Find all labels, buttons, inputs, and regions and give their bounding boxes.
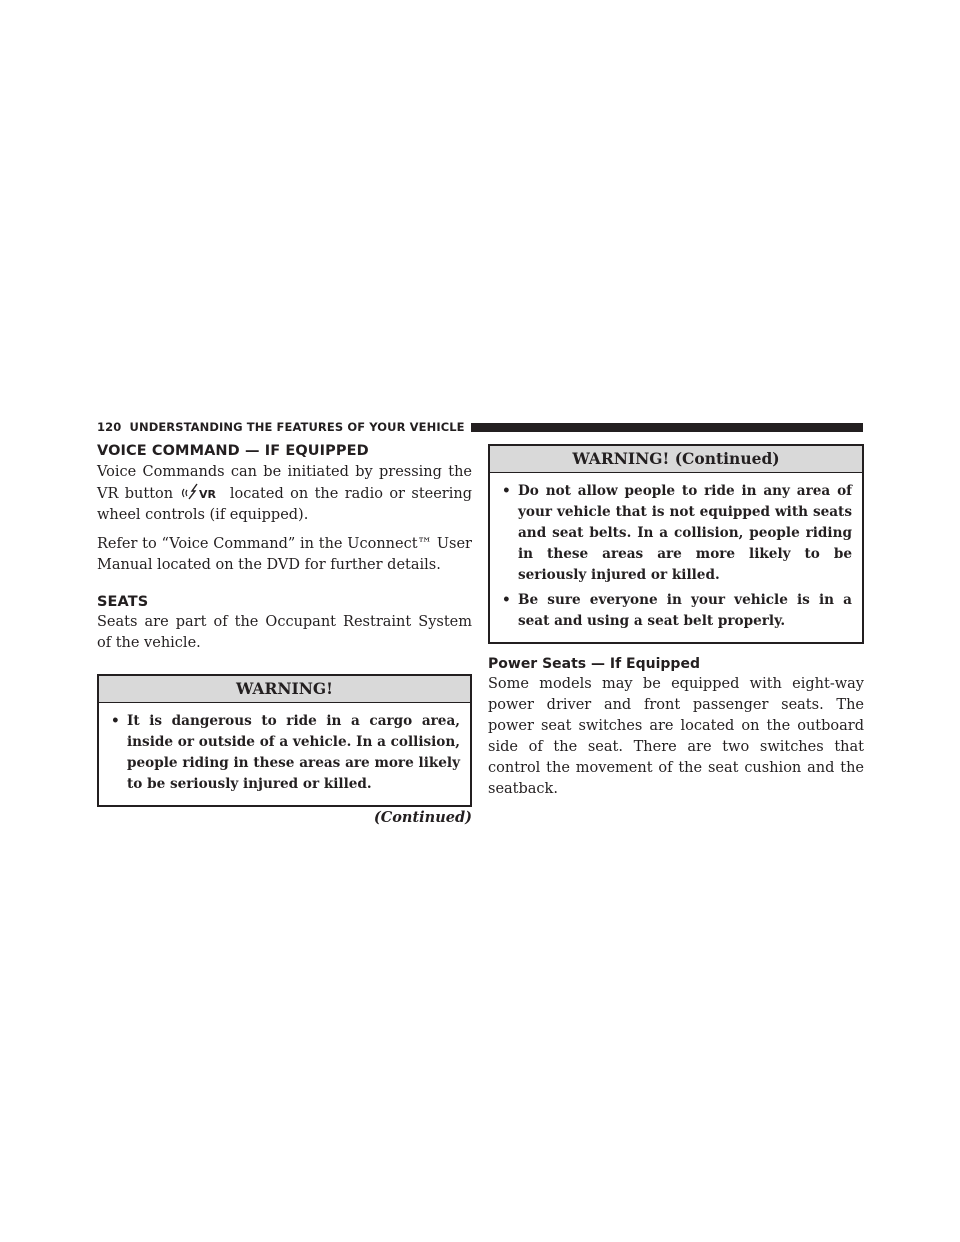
seats-paragraph: Seats are part of the Occupant Restraint System of the vehicle. [97,614,472,651]
power-seats-heading: Power Seats — If Equipped [488,656,700,672]
vr-icon-label: VR [198,488,216,501]
voice-command-paragraph: Voice Commands can be initiated by pressing the VR button VR located on the radio or steering wheel controls (if equipped). [97,464,472,523]
voice-command-reference: Refer to “Voice Command” in the Uconnect™ User Manual located on the DVD for further details. [97,536,472,573]
warning-continued-title: WARNING! (Continued) [490,446,862,473]
warning-item: • Do not allow people to ride in any area of your vehicle that is not equipped with seats and seat belts. In a collision, people riding in these areas are more likely to be seriously injured or killed. [502,483,852,583]
warning-title: WARNING! [99,676,470,703]
warning-box [97,674,472,807]
left-column [97,441,472,828]
running-header [97,419,863,435]
warning-item: • Be sure everyone in your vehicle is in a seat and using a seat belt properly. [502,592,852,629]
right-column [488,441,864,800]
continued-label: (Continued) [373,809,472,826]
warning-item: • It is dangerous to ride in a cargo area, inside or outside of a vehicle. In a collision, people riding in these areas are more likely to be seriously injured or killed. [111,713,460,792]
seats-heading: SEATS [97,594,149,610]
warning-continued-box [488,444,864,644]
header-rule [471,423,863,432]
page-number: 120 [97,420,122,434]
power-seats-paragraph: Some models may be equipped with eight-way power driver and front passenger seats. The power seat switches are located on the outboard side of the seat. There are two switches that control the movement of the seat cushion and the seatback. [488,676,864,797]
voice-recognition-icon [180,483,224,501]
section-title: UNDERSTANDING THE FEATURES OF YOUR VEHICLE [129,420,465,434]
voice-command-heading: VOICE COMMAND — IF EQUIPPED [97,443,369,459]
page-header-text [97,420,465,434]
